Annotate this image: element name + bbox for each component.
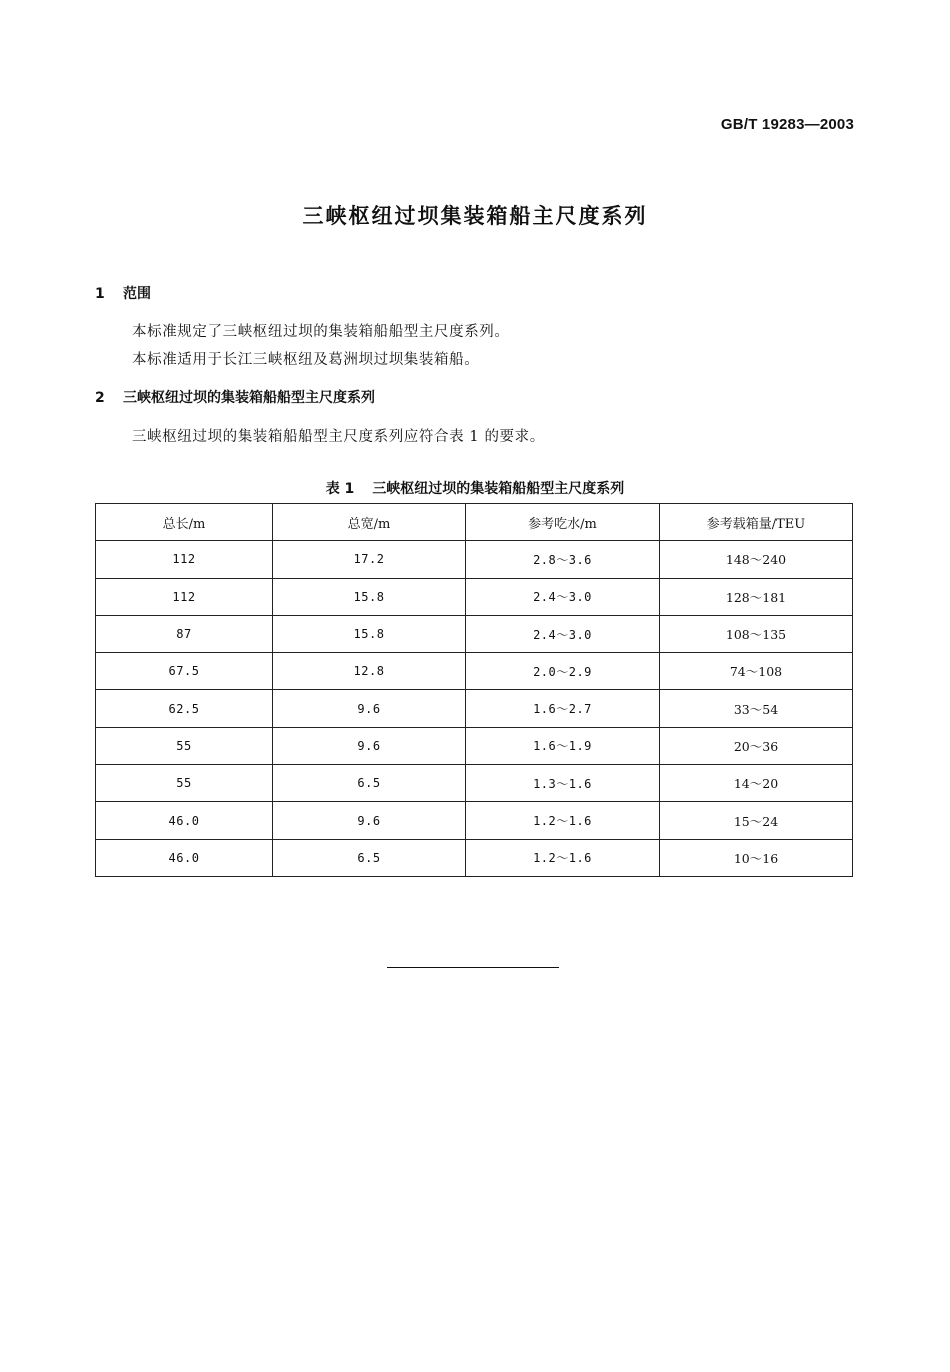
table-row (96, 765, 853, 802)
table-row (96, 727, 853, 764)
cell-length: 62.5 (96, 690, 273, 727)
cell-draft: 1.6～1.9 (466, 727, 660, 764)
cell-length: 112 (96, 578, 273, 615)
cell-length: 55 (96, 727, 273, 764)
section-1-paragraph-2: 本标准适用于长江三峡枢纽及葛洲坝过坝集装箱船。 (132, 352, 480, 368)
cell-capacity: 33～54 (660, 690, 853, 727)
cell-width: 6.5 (273, 765, 466, 802)
table-header-row (96, 504, 853, 541)
cell-width: 9.6 (273, 802, 466, 839)
column-header-draft: 参考吃水/m (466, 504, 660, 541)
section-2-paragraph-1: 三峡枢纽过坝的集装箱船船型主尺度系列应符合表 1 的要求。 (132, 429, 545, 445)
table-row (96, 615, 853, 652)
cell-capacity: 108～135 (660, 615, 853, 652)
cell-width: 12.8 (273, 653, 466, 690)
cell-length: 87 (96, 615, 273, 652)
section-2-number: 2 (95, 390, 105, 406)
cell-capacity: 20～36 (660, 727, 853, 764)
cell-draft: 1.2～1.6 (466, 802, 660, 839)
cell-draft: 1.2～1.6 (466, 839, 660, 876)
cell-capacity: 15～24 (660, 802, 853, 839)
column-header-length: 总长/m (96, 504, 273, 541)
end-of-document-rule (387, 967, 559, 968)
cell-capacity: 128～181 (660, 578, 853, 615)
column-header-width: 总宽/m (273, 504, 466, 541)
cell-capacity: 14～20 (660, 765, 853, 802)
section-2-title: 三峡枢纽过坝的集装箱船船型主尺度系列 (123, 390, 375, 406)
table-row (96, 839, 853, 876)
cell-draft: 2.8～3.6 (466, 541, 660, 578)
cell-capacity: 148～240 (660, 541, 853, 578)
table-row (96, 802, 853, 839)
cell-width: 9.6 (273, 727, 466, 764)
section-2-heading (95, 387, 375, 407)
cell-width: 15.8 (273, 578, 466, 615)
cell-draft: 2.0～2.9 (466, 653, 660, 690)
section-1-number: 1 (95, 286, 105, 302)
table-caption-title: 三峡枢纽过坝的集装箱船船型主尺度系列 (372, 481, 625, 497)
cell-width: 9.6 (273, 690, 466, 727)
cell-capacity: 10～16 (660, 839, 853, 876)
cell-capacity: 74～108 (660, 653, 853, 690)
table-row (96, 653, 853, 690)
table-row (96, 690, 853, 727)
section-1-title: 范围 (123, 286, 151, 302)
cell-width: 15.8 (273, 615, 466, 652)
cell-length: 46.0 (96, 802, 273, 839)
cell-length: 55 (96, 765, 273, 802)
table-caption-number: 表 1 (325, 481, 355, 497)
standard-code: GB/T 19283—2003 (720, 116, 854, 133)
table-caption (0, 478, 950, 498)
cell-length: 112 (96, 541, 273, 578)
cell-length: 67.5 (96, 653, 273, 690)
section-1-paragraph-1: 本标准规定了三峡枢纽过坝的集装箱船船型主尺度系列。 (132, 324, 510, 340)
table-row (96, 578, 853, 615)
column-header-capacity: 参考载箱量/TEU (660, 504, 853, 541)
cell-width: 6.5 (273, 839, 466, 876)
dimensions-table (95, 503, 853, 877)
cell-draft: 2.4～3.0 (466, 578, 660, 615)
cell-draft: 2.4～3.0 (466, 615, 660, 652)
cell-width: 17.2 (273, 541, 466, 578)
section-1-heading (95, 283, 151, 303)
cell-draft: 1.6～2.7 (466, 690, 660, 727)
cell-length: 46.0 (96, 839, 273, 876)
cell-draft: 1.3～1.6 (466, 765, 660, 802)
table-row (96, 541, 853, 578)
document-title: 三峡枢纽过坝集装箱船主尺度系列 (302, 204, 648, 228)
